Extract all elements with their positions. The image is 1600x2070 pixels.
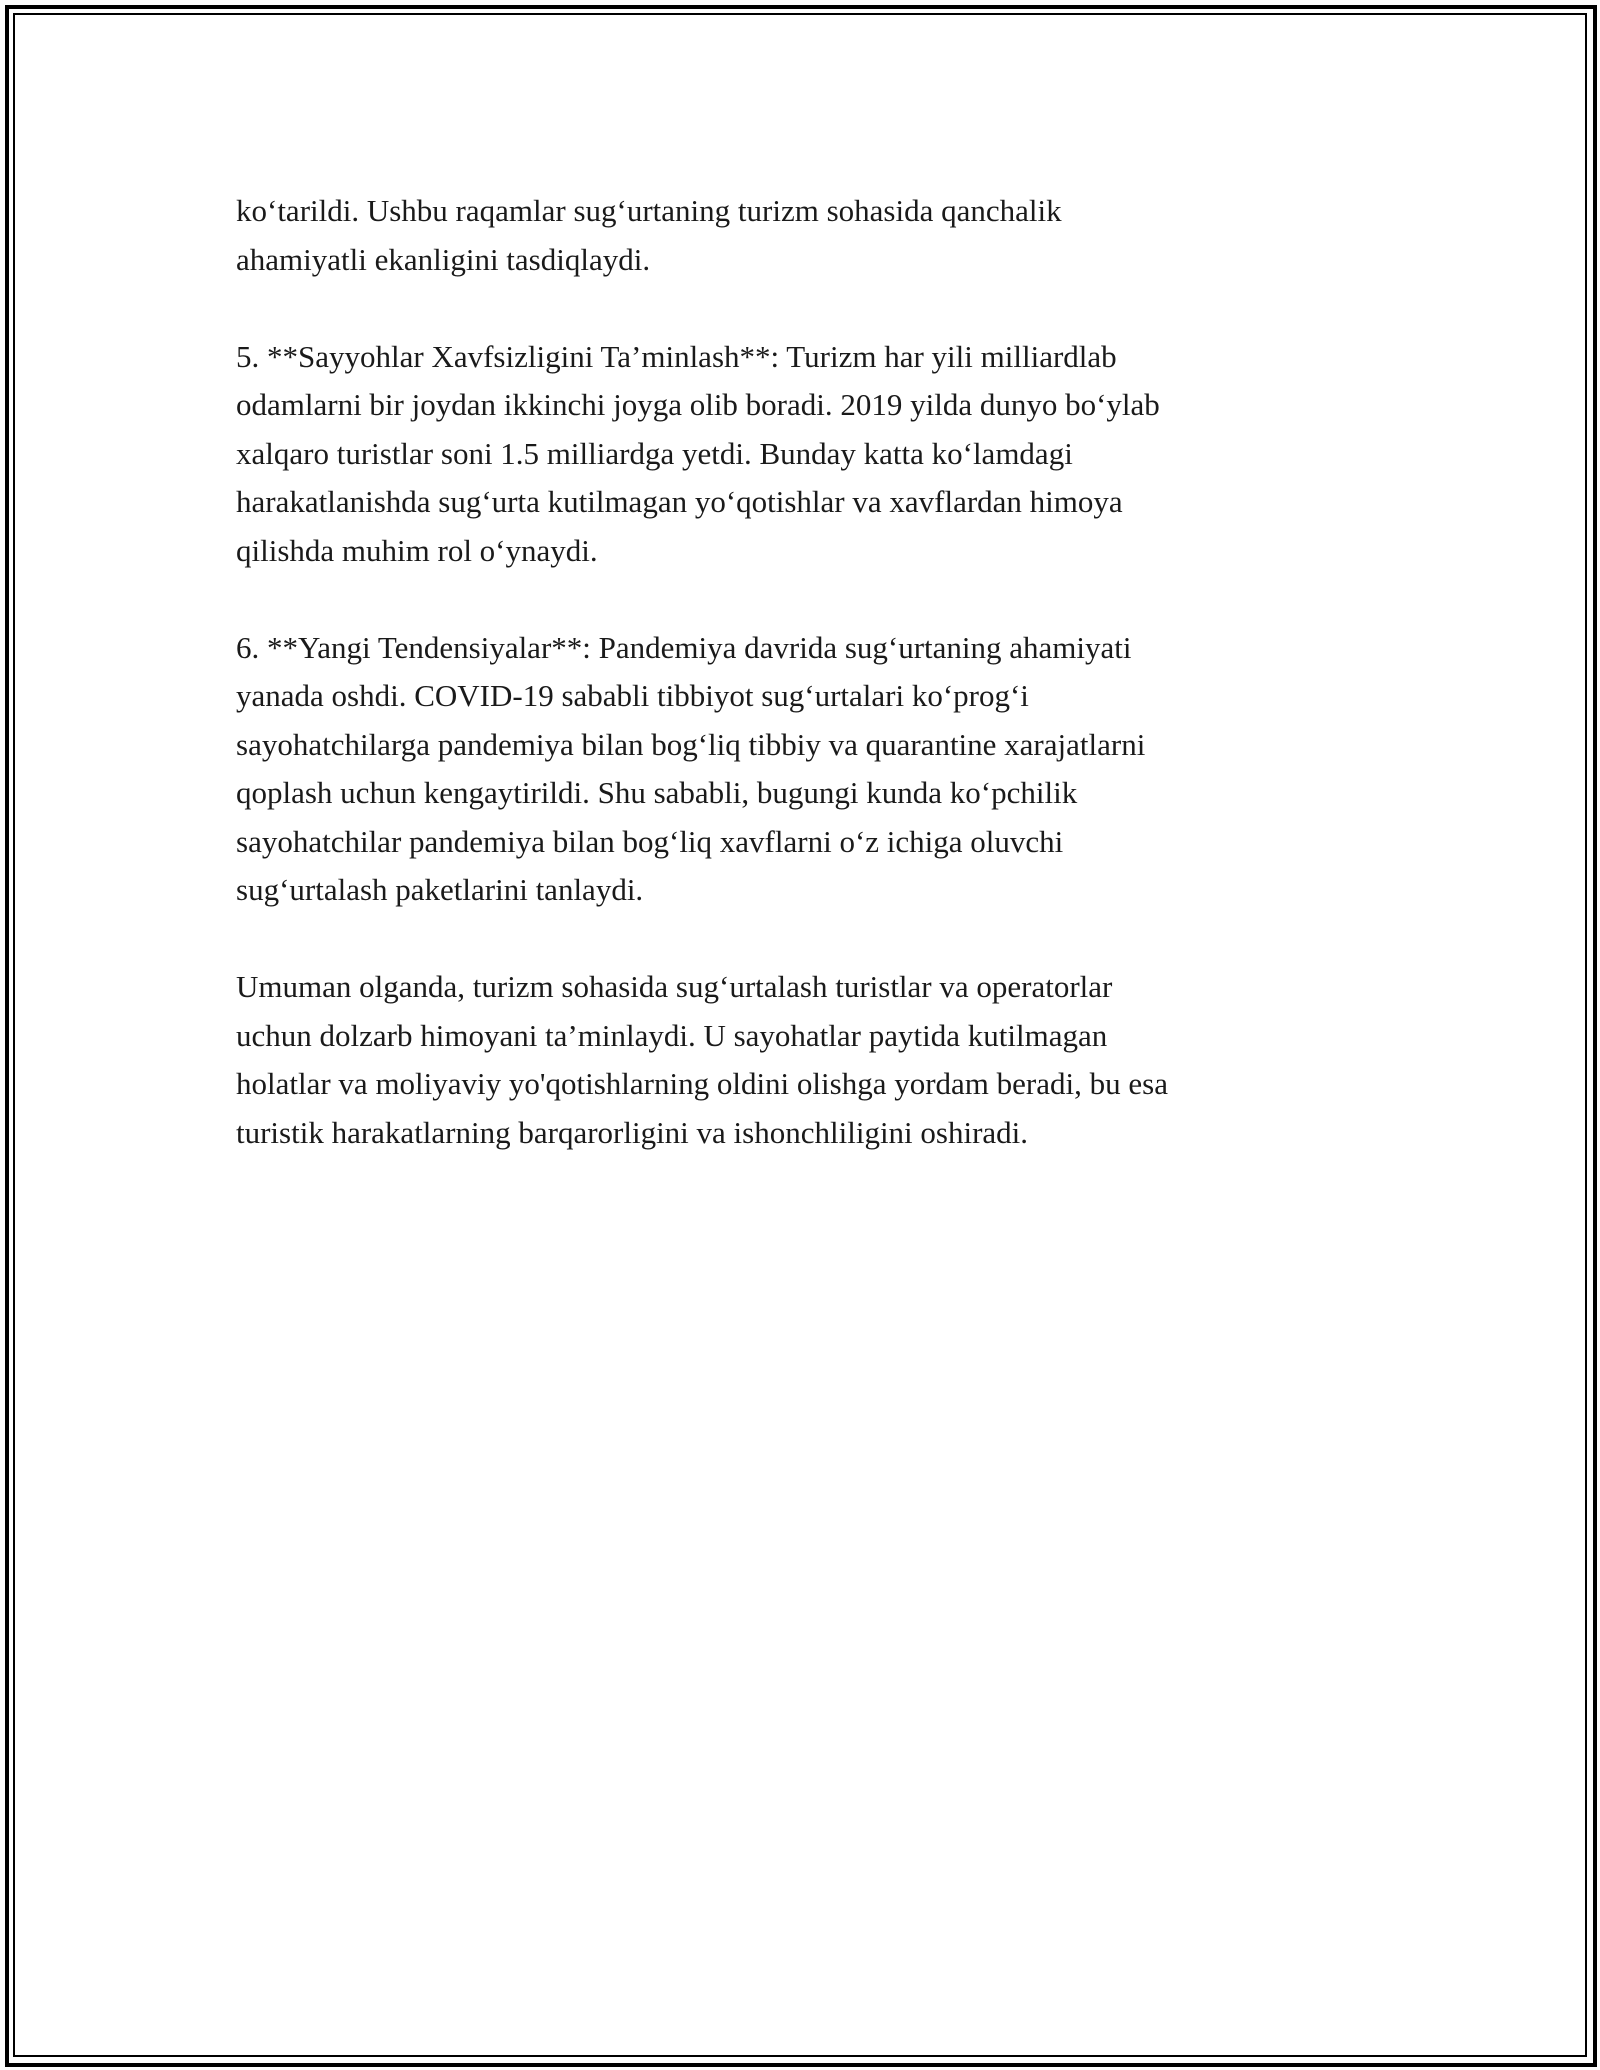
text-line: Umuman olganda, turizm sohasida sug‘urtalash turistlar va operatorlar xyxy=(236,969,1113,1004)
paragraph-1 xyxy=(236,187,1366,284)
text-line: holatlar va moliyaviy yo'qotishlarning oldini olishga yordam beradi, bu esa xyxy=(236,1066,1168,1101)
text-line: qoplash uchun kengaytirildi. Shu sababli, bugungi kunda ko‘pchilik xyxy=(236,775,1078,810)
text-line: odamlarni bir joydan ikkinchi joyga olib boradi. 2019 yilda dunyo bo‘ylab xyxy=(236,387,1160,422)
text-line: uchun dolzarb himoyani ta’minlaydi. U sayohatlar paytida kutilmagan xyxy=(236,1017,1108,1053)
text-line: yanada oshdi. COVID-19 sababli tibbiyot sug‘urtalari ko‘prog‘i xyxy=(236,678,1029,713)
text-line: turistik harakatlarning barqarorligini va ishonchliligini oshiradi. xyxy=(236,1114,1029,1150)
text-line: 5. **Sayyohlar Xavfsizligini Ta’minlash**: Turizm har yili milliardlab xyxy=(236,338,1117,374)
text-line: xalqaro turistlar soni 1.5 milliardga yetdi. Bunday katta ko‘lamdagi xyxy=(236,435,1073,471)
text-line: sayohatchilarga pandemiya bilan bog‘liq tibbiy va quarantine xarajatlarni xyxy=(236,726,1146,762)
text-line: 6. **Yangi Tendensiyalar**: Pandemiya davrida sug‘urtaning ahamiyati xyxy=(236,629,1132,665)
paragraph-4 xyxy=(236,963,1366,1157)
text-line: sayohatchilar pandemiya bilan bog‘liq xavflarni o‘z ichiga oluvchi xyxy=(236,823,1064,859)
paragraph-3 xyxy=(236,624,1366,915)
text-line: ko‘tarildi. Ushbu raqamlar sug‘urtaning turizm sohasida qanchalik xyxy=(236,193,1062,228)
document-body xyxy=(236,187,1366,1206)
text-line: qilishda muhim rol o‘ynaydi. xyxy=(236,532,598,568)
text-line: ahamiyatli ekanligini tasdiqlaydi. xyxy=(236,241,651,277)
paragraph-2 xyxy=(236,333,1366,576)
text-line: harakatlanishda sug‘urta kutilmagan yo‘qotishlar va xavflardan himoya xyxy=(236,484,1123,519)
text-line: sug‘urtalash paketlarini tanlaydi. xyxy=(236,872,644,907)
